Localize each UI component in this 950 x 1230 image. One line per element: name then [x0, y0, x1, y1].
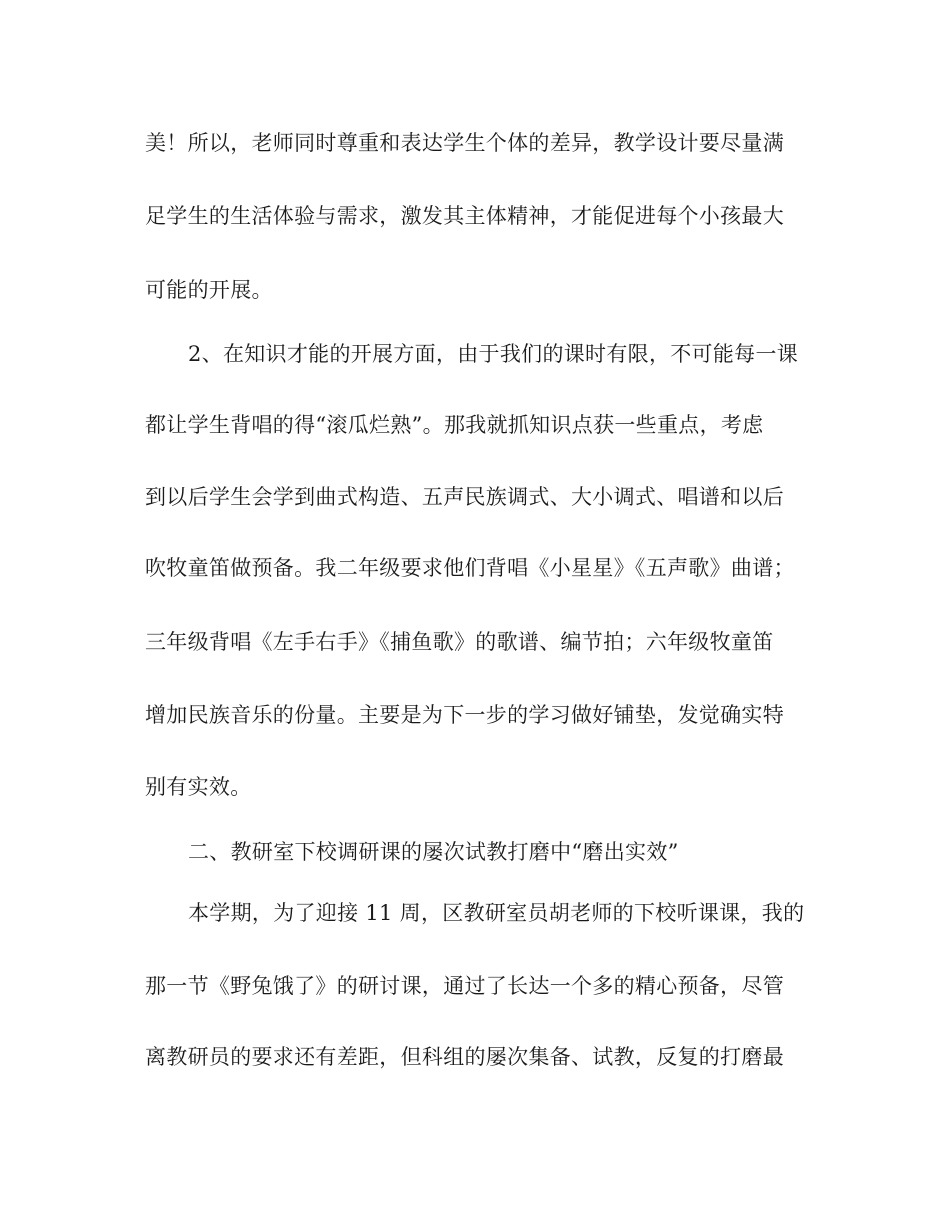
text-line-13: 那一节《野兔饿了》的研讨课，通过了长达一个多的精心预备，尽管 — [145, 974, 784, 998]
text-line-8: 三年级背唱《左手右手》《捕鱼歌》的歌谱、编节拍；六年级牧童笛 — [145, 630, 774, 654]
section-heading: 二、教研室下校调研课的屡次试教打磨中“磨出实效” — [188, 840, 679, 864]
text-line-10: 别有实效。 — [145, 775, 252, 799]
text-line-5: 都让学生背唱的得“滚瓜烂熟”。那我就抓知识点获一些重点，考虑 — [145, 413, 764, 437]
text-line-6: 到以后学生会学到曲式构造、五声民族调式、大小调式、唱谱和以后 — [145, 485, 784, 509]
text-line-3: 可能的开展。 — [145, 278, 273, 302]
text-line-1: 美！所以，老师同时尊重和表达学生个体的差异，教学设计要尽量满 — [145, 131, 784, 155]
text-line-9: 增加民族音乐的份量。主要是为下一步的学习做好铺垫，发觉确实特 — [145, 703, 784, 727]
text-line-12: 本学期，为了迎接 11 周，区教研室员胡老师的下校听课课，我的 — [188, 901, 805, 925]
text-line-2: 足学生的生活体验与需求，激发其主体精神，才能促进每个小孩最大 — [145, 204, 784, 228]
text-line-14: 离教研员的要求还有差距，但科组的屡次集备、试教，反复的打磨最 — [145, 1045, 784, 1069]
text-line-7: 吹牧童笛做预备。我二年级要求他们背唱《小星星》《五声歌》曲谱； — [145, 556, 795, 580]
text-line-4: 2、在知识才能的开展方面，由于我们的课时有限，不可能每一课 — [188, 342, 799, 366]
